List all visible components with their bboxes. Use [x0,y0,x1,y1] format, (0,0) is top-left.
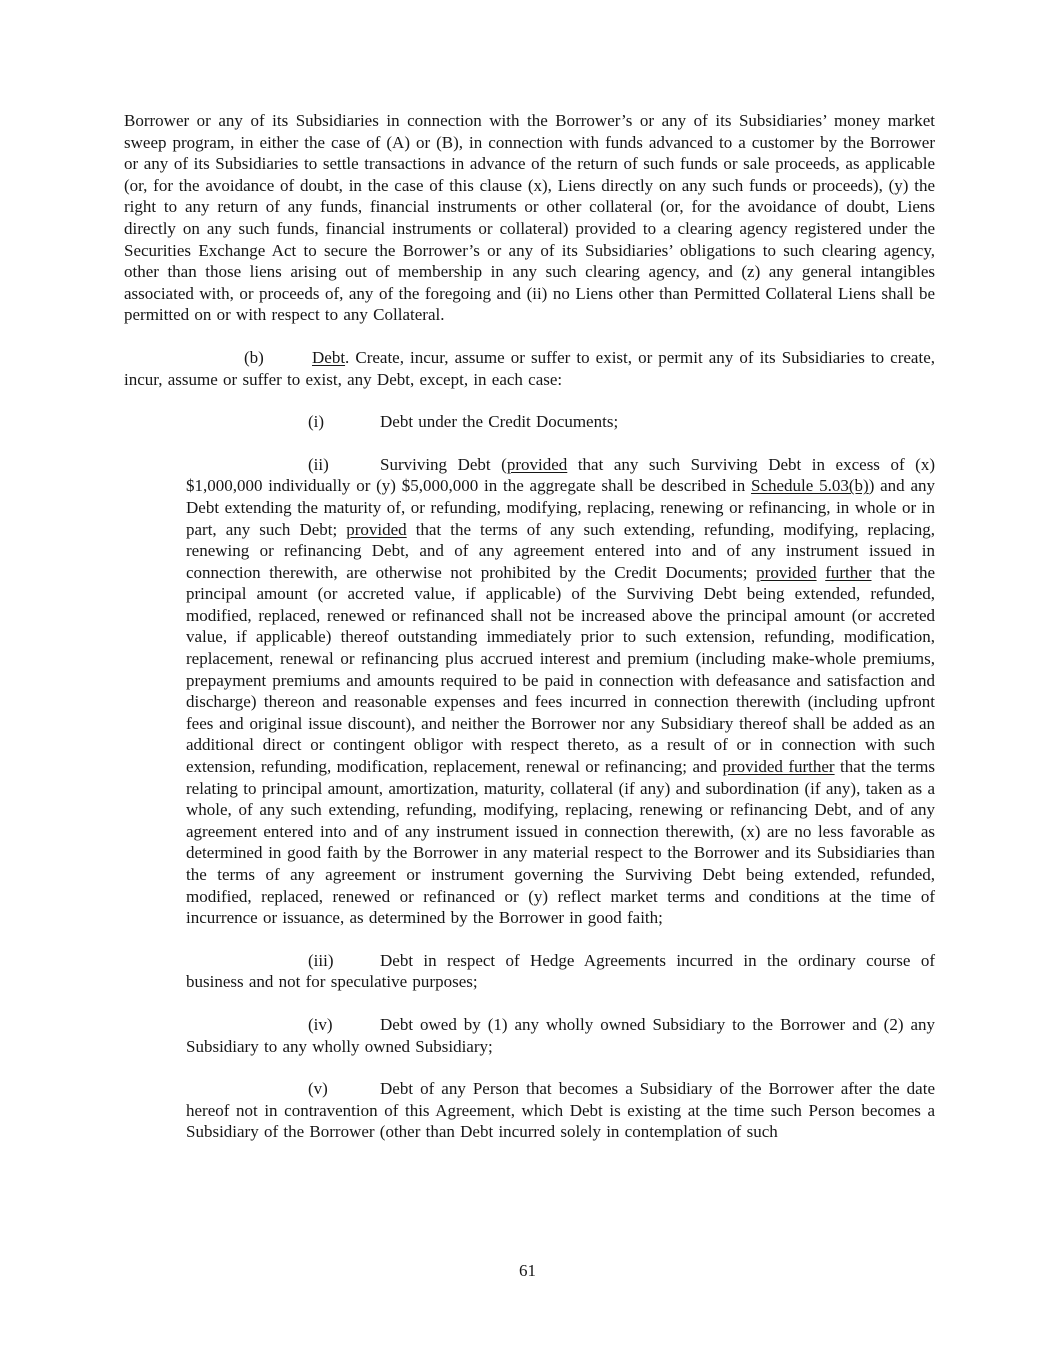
clause-label-v: (v) [308,1079,328,1099]
term-provided: provided [506,454,568,474]
clause-label-ii: (ii) [308,454,329,474]
text-run: Debt owed by (1) any wholly owned Subsidiary to the Borrower and (2) any Subsidiary to any wholly owned Subsidiary; [186,1014,935,1056]
defined-term-debt: Debt [312,347,346,367]
text-run: that the terms relating to principal amount, amortization, maturity, collateral (if any) and subordination (if any), taken as a whole, of any such extending, refunding, modifying, replacing, renewing or refinancing Debt, and of any agreement entered into and of any instrument issued in connection therewith, (x) are no less favorable as determined in good faith by the Borrower in any material respect to the Borrower and its Subsidiaries than the terms of any agreement or instrument governing the Surviving Debt being extended, refunded, modified, replaced, renewed or refinanced or (y) reflect market terms and conditions at the time of incurrence or issuance, as determined by the Borrower in good faith; [186,757,935,928]
page-body [124,110,935,1164]
text-run: ) and any Debt extending the maturity of, or refunding, modifying, replacing, renewing or refinancing, in whole or in part, any such Debt; [186,476,935,539]
text-run: Debt in respect of Hedge Agreements incurred in the ordinary course of business and not for speculative purposes; [186,950,935,992]
clause-label-iii: (iii) [308,950,334,970]
text-run [817,563,826,582]
term-provided-further: provided further [722,757,835,777]
paragraph-clause-v [186,1078,935,1143]
paragraph-clause-iv [186,1014,935,1057]
text-run: that any such Surviving Debt in excess of (x) $1,000,000 individually or (y) $5,000,000 in the aggregate shall be described in [186,454,935,496]
text-run: that the principal amount (or accreted value, if applicable) of the Surviving Debt being extended, refunded, modified, replaced, renewed or refinanced shall not be increased above the principal amount (or accreted value, if applicable) thereof outstanding immediately prior to such extension, refunding, modification, replacement, renewal or refinancing plus accrued interest and premium (including make-whole premiums, prepayment premiums and amounts required to be paid in connection with defeasance and satisfaction and discharge) thereon and reasonable expenses and fees incurred in connection therewith (including upfront fees and original issue discount), and neither the Borrower nor any Subsidiary thereof shall be added as an additional direct or contingent obligor with respect thereto, as a result of or in connection with such extension, refunding, modification, replacement, renewal or refinancing; and [186,562,936,777]
term-provided: provided [346,519,407,539]
text-run: Surviving Debt ( [380,454,507,474]
clause-label-b: (b) [244,347,264,367]
term-provided: provided [756,562,817,582]
text-run: Debt under the Credit Documents; [380,412,619,432]
paragraph-clause-b [124,347,935,390]
term-further: further [825,562,872,582]
clause-label-i: (i) [308,412,325,432]
paragraph-clause-iii [186,950,935,993]
schedule-reference: Schedule 5.03(b) [751,476,869,496]
text-run: . Create, incur, assume or suffer to exist, or permit any of its Subsidiaries to create, incur, assume or suffer to exist, any Debt, except, in each case: [124,347,935,389]
clause-label-iv: (iv) [308,1014,333,1034]
paragraph-clause-ii [186,454,935,929]
paragraph-clause-i [186,411,935,433]
paragraph-continuation [124,110,935,326]
text-run: Debt of any Person that becomes a Subsidiary of the Borrower after the date hereof not in contravention of this Agreement, which Debt is existing at the time such Person becomes a Subsidiary of the Borrower (other than Debt incurred solely in contemplation of such [186,1079,935,1142]
text-run: Borrower or any of its Subsidiaries in connection with the Borrower’s or any of its Subsidiaries’ money market sweep program, in either the case of (A) or (B), in connection with funds advanced to a customer by the Borrower or any of its Subsidiaries to settle transactions in advance of the return of such funds or sale proceeds, as applicable (or, for the avoidance of doubt, in the case of this clause (x), Liens directly on any such funds or proceeds), (y) the right to any return of any funds, financial instruments or other collateral (or, for the avoidance of doubt, Liens directly on any such funds, financial instruments or collateral) provided to a clearing agency registered under the Securities Exchange Act to secure the Borrower’s or any of its Subsidiaries’ obligations to such clearing agency, other than those liens arising out of membership in any such clearing agency, and (z) any general intangibles associated with, or proceeds of, any of the foregoing and (ii) no Liens other than Permitted Collateral Liens shall be permitted on or with respect to any Collateral. [124,111,935,325]
page-number: 61 [519,1261,536,1280]
text-run: that the terms of any such extending, refunding, modifying, replacing, renewing or refinancing Debt, and of any agreement entered into and of any instrument issued in connection therewith, are otherwise not prohibited by the Credit Documents; [186,519,935,582]
